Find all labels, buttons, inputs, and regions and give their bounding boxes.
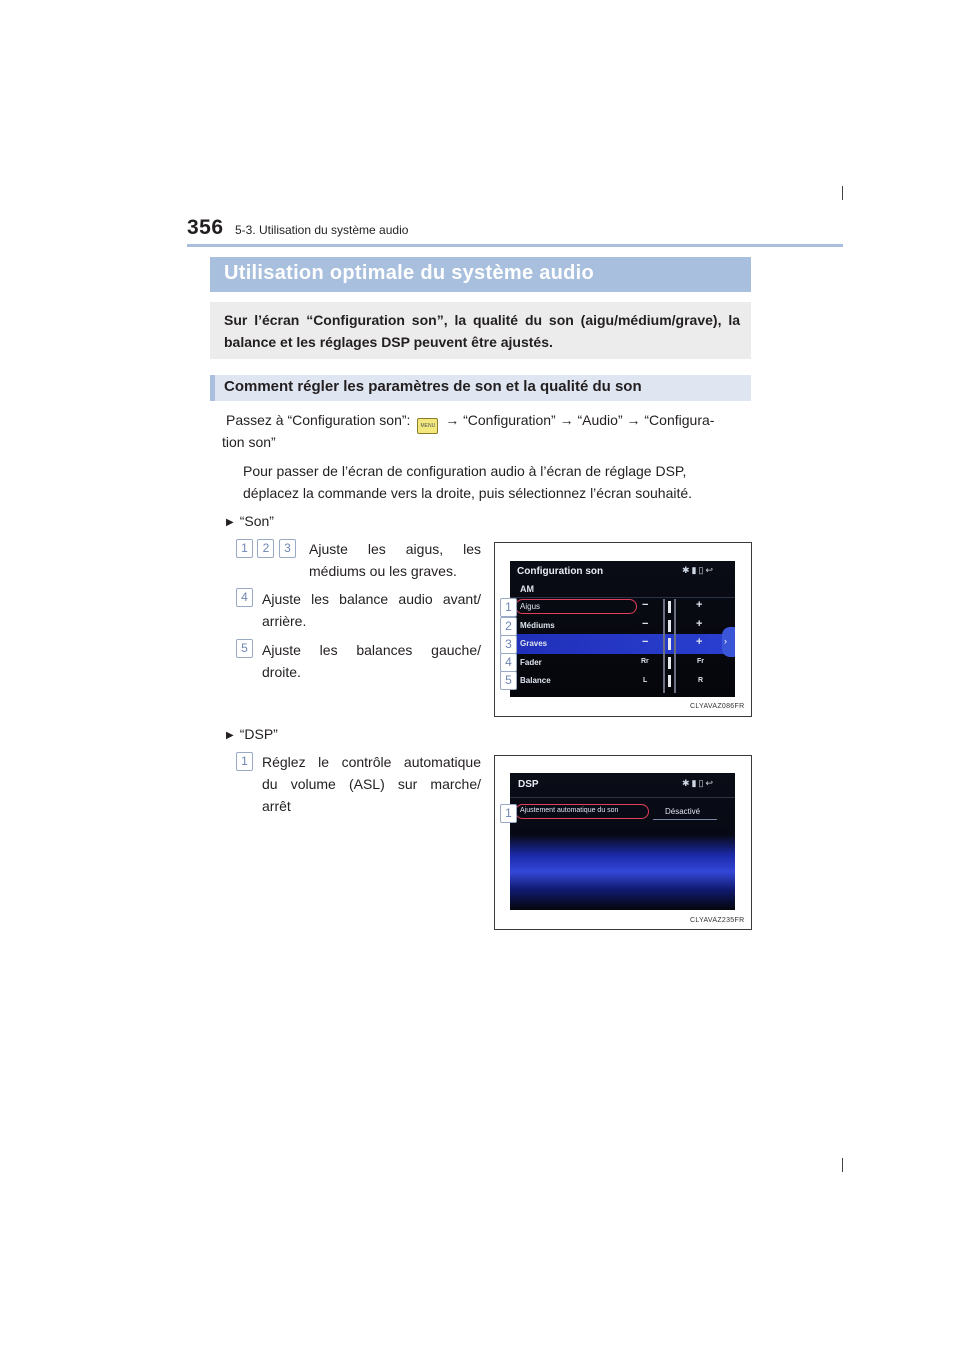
row-fader[interactable]: Fader xyxy=(520,658,542,667)
intro-text: Sur l’écran “Configuration son”, la qualité du son (aigu/médium/grave), la balance et les réglages DSP peuvent être ajustés. xyxy=(224,312,740,350)
crop-mark-top xyxy=(842,186,843,200)
mediums-minus[interactable]: − xyxy=(642,618,649,630)
mediums-plus[interactable]: + xyxy=(696,618,703,630)
bullet-dsp-label: “DSP” xyxy=(239,726,278,742)
screen-marker-2-wrap xyxy=(500,617,517,636)
son-item-5-marker xyxy=(236,639,253,658)
dsp-screen-marker-1: 1 xyxy=(500,804,517,823)
bullet-dsp xyxy=(226,723,278,747)
son-screen-source: AM xyxy=(520,584,534,594)
aigus-minus[interactable]: − xyxy=(642,599,649,611)
marker-1: 1 xyxy=(236,752,253,771)
balance-right: R xyxy=(698,677,704,684)
section-title: Utilisation optimale du système audio xyxy=(224,262,595,284)
marker-2: 2 xyxy=(257,539,274,558)
screen-marker-2: 2 xyxy=(500,617,517,636)
step-part-2: → “Configuration” → “Audio” → “Configura- xyxy=(445,412,715,428)
screen-marker-1-wrap xyxy=(500,598,517,617)
dsp-item-line-2: du volume (ASL) sur marche/ xyxy=(262,776,481,792)
step-line-2: tion son” xyxy=(222,434,276,450)
dsp-screen-title: DSP xyxy=(518,779,539,790)
marker-4: 4 xyxy=(236,588,253,607)
son-item-4-line-2: arrière. xyxy=(262,613,307,629)
step-prefix: Passez à “Configuration son”: xyxy=(226,412,411,428)
son-item-1-line-2: médiums ou les graves. xyxy=(309,563,457,579)
subsection-accent-bar xyxy=(210,375,215,401)
son-item-4-line-1: Ajuste les balance audio avant/ xyxy=(262,591,481,607)
son-screen-title: Configuration son xyxy=(517,566,604,577)
row-mediums[interactable]: Médiums xyxy=(520,621,555,630)
graves-minus[interactable]: − xyxy=(642,636,649,648)
dsp-screen-marker-wrap xyxy=(500,804,517,823)
step-line-1 xyxy=(226,409,746,434)
son-item-4-marker xyxy=(236,588,253,607)
page-number: 356 xyxy=(187,216,224,239)
menu-button-icon: MENU xyxy=(417,418,438,434)
note-line-1: Pour passer de l’écran de configuration audio à l’écran de réglage DSP, xyxy=(243,463,687,479)
slider-track-left xyxy=(663,599,665,693)
row-aigus[interactable]: Aigus xyxy=(520,602,541,611)
marker-1: 1 xyxy=(236,539,253,558)
screen-marker-5: 5 xyxy=(500,671,517,690)
dsp-item-marker xyxy=(236,752,253,771)
status-icons: ✱▮▯↩ xyxy=(682,778,715,788)
aigus-plus[interactable]: + xyxy=(696,599,703,611)
fader-slider-knob[interactable] xyxy=(668,657,671,669)
bullet-triangle-icon: ▶ xyxy=(226,517,234,528)
crop-mark-bottom xyxy=(842,1158,843,1172)
slider-track-right xyxy=(674,599,676,693)
bullet-son xyxy=(226,510,274,534)
graves-plus[interactable]: + xyxy=(696,636,703,648)
screen-marker-3: 3 xyxy=(500,635,517,654)
aigus-slider-knob[interactable] xyxy=(668,601,671,613)
screen-marker-4: 4 xyxy=(500,653,517,672)
dsp-row-value[interactable]: Désactivé xyxy=(665,807,701,816)
dsp-item-line-1: Réglez le contrôle automatique xyxy=(262,754,481,770)
status-icons: ✱▮▯↩ xyxy=(682,565,715,575)
chevron-right-icon: › xyxy=(724,636,727,646)
screen-marker-3-wrap xyxy=(500,635,517,654)
son-item-1-line-1: Ajuste les aigus, les xyxy=(309,541,481,557)
chapter-title: 5-3. Utilisation du système audio xyxy=(235,223,409,237)
son-screen xyxy=(510,561,735,697)
son-item-123-markers xyxy=(236,539,296,558)
son-screen-caption: CLYAVAZ086FR xyxy=(690,703,745,710)
balance-slider-knob[interactable] xyxy=(668,675,671,687)
bullet-triangle-icon: ▶ xyxy=(226,730,234,741)
mediums-slider-knob[interactable] xyxy=(668,620,671,632)
header-rule xyxy=(187,244,843,247)
marker-5: 5 xyxy=(236,639,253,658)
row-graves[interactable]: Graves xyxy=(520,639,548,648)
dsp-item-line-3: arrêt xyxy=(262,798,291,814)
dsp-screen xyxy=(510,773,735,910)
dsp-screen-caption: CLYAVAZ235FR xyxy=(690,917,745,924)
row-balance[interactable]: Balance xyxy=(520,676,551,685)
screen-marker-4-wrap xyxy=(500,653,517,672)
note-line-2: déplacez la commande vers la droite, puis sélectionnez l’écran souhaité. xyxy=(243,485,693,501)
balance-left: L xyxy=(643,677,648,684)
fader-rear: Rr xyxy=(641,658,649,665)
screen-marker-5-wrap xyxy=(500,671,517,690)
marker-3: 3 xyxy=(279,539,296,558)
subsection-title: Comment régler les paramètres de son et la qualité du son xyxy=(224,378,642,395)
dsp-row-label[interactable]: Ajustement automatique du son xyxy=(520,807,619,814)
graves-slider-knob[interactable] xyxy=(668,638,671,650)
bullet-son-label: “Son” xyxy=(239,513,274,529)
fader-front: Fr xyxy=(697,658,704,665)
screen-marker-1: 1 xyxy=(500,598,517,617)
son-item-5-line-2: droite. xyxy=(262,664,301,680)
son-item-5-line-1: Ajuste les balances gauche/ xyxy=(262,642,481,658)
